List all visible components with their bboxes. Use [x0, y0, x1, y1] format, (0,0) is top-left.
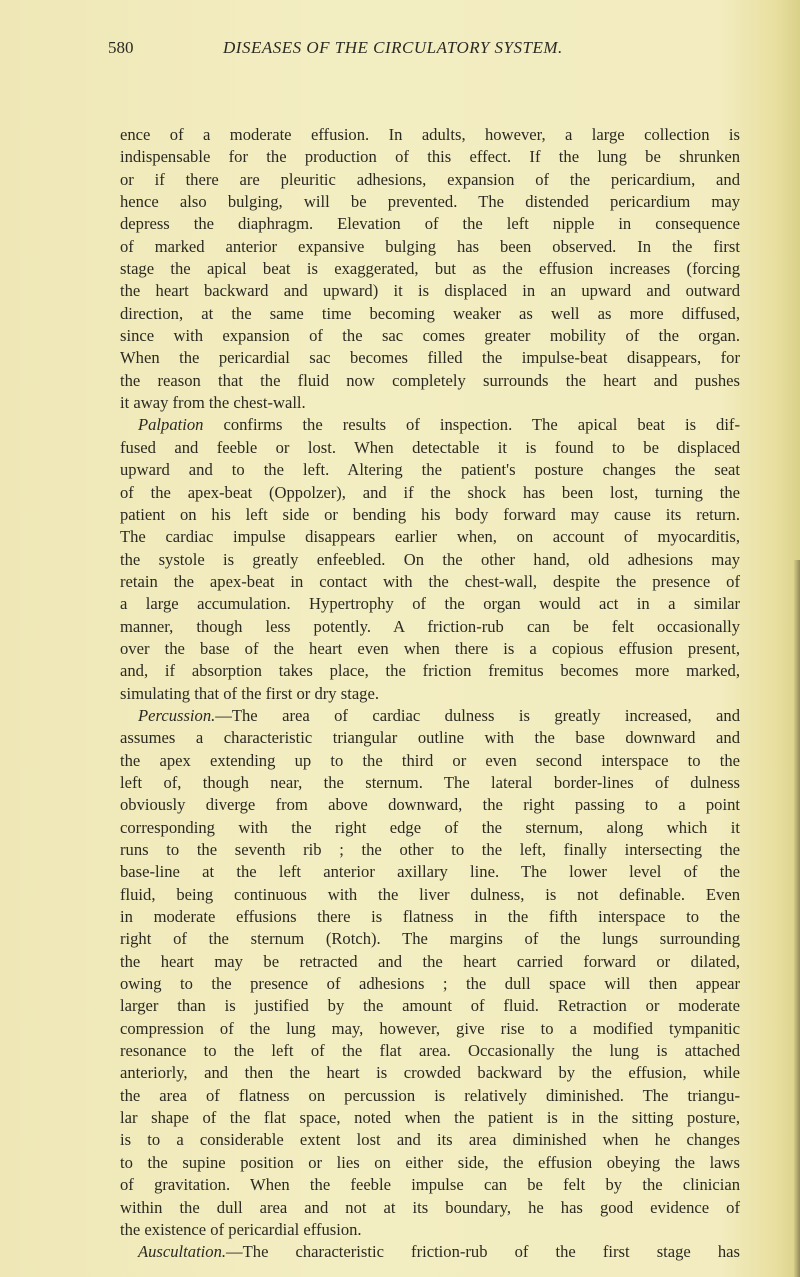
text-line [120, 861, 740, 883]
line-text: —The characteristic friction-rub of the first stage has [226, 1242, 740, 1262]
line-text: stage the apical beat is exaggerated, but as the effusion increases (forcing [120, 259, 740, 279]
text-line [120, 1174, 740, 1196]
text-line [120, 191, 740, 213]
line-text: The cardiac impulse disappears earlier when, on account of myocarditis, [120, 527, 740, 547]
text-line [120, 1085, 740, 1107]
line-text: confirms the results of inspection. The apical beat is dif- [203, 415, 740, 435]
text-line [120, 906, 740, 928]
line-text: the reason that the fluid now completely surrounds the heart and pushes [120, 370, 740, 390]
line-text: the area of flatness on percussion is relatively diminished. The triangu- [120, 1085, 740, 1105]
line-text: compression of the lung may, however, give rise to a modified tympanitic [120, 1018, 740, 1038]
text-line [120, 303, 740, 325]
line-text: anteriorly, and then the heart is crowded backward by the effusion, while [120, 1063, 740, 1083]
text-line [120, 794, 740, 816]
line-text: When the pericardial sac becomes filled the impulse-beat disappears, for [120, 348, 740, 368]
line-text: simulating that of the first or dry stage. [120, 683, 379, 703]
text-line [120, 750, 740, 772]
text-line [120, 459, 740, 481]
text-line [120, 1241, 740, 1263]
line-text: hence also bulging, will be prevented. The distended pericardium may [120, 192, 740, 212]
line-text: over the base of the heart even when there is a copious effusion present, [120, 638, 740, 658]
line-text: obviously diverge from above downward, the right passing to a point [120, 795, 740, 815]
text-line [120, 772, 740, 794]
text-line [120, 169, 740, 191]
text-line [120, 437, 740, 459]
line-text: left of, though near, the sternum. The lateral border-lines of dulness [120, 772, 740, 792]
text-line [120, 951, 740, 973]
text-line [120, 1018, 740, 1040]
text-line [120, 839, 740, 861]
line-text: assumes a characteristic triangular outline with the base downward and [120, 728, 740, 748]
line-text: upward and to the left. Altering the patient's posture changes the seat [120, 460, 740, 480]
text-line [120, 973, 740, 995]
line-text: right of the sternum (Rotch). The margins of the lungs surrounding [120, 929, 740, 949]
text-line [120, 1062, 740, 1084]
text-line [120, 1197, 740, 1219]
line-text: it away from the chest-wall. [120, 393, 306, 413]
text-line [120, 213, 740, 235]
line-text: manner, though less potently. A friction-rub can be felt occasionally [120, 616, 740, 636]
text-line [120, 1219, 740, 1241]
running-title: DISEASES OF THE CIRCULATORY SYSTEM. [223, 38, 563, 57]
section-heading: Auscultation. [138, 1242, 227, 1262]
line-text: of marked anterior expansive bulging has been observed. In the first [120, 236, 740, 256]
line-text: the systole is greatly enfeebled. On the other hand, old adhesions may [120, 549, 740, 569]
line-text: retain the apex-beat in contact with the chest-wall, despite the presence of [120, 571, 740, 591]
text-line [120, 1107, 740, 1129]
text-line [120, 392, 740, 414]
line-text: ence of a moderate effusion. In adults, however, a large collection is [120, 125, 740, 144]
text-line [120, 571, 740, 593]
text-line [120, 817, 740, 839]
text-line [120, 616, 740, 638]
line-text: the apex extending up to the third or even second interspace to the [120, 750, 740, 770]
line-text: direction, at the same time becoming weaker as well as more diffused, [120, 303, 740, 323]
line-text: fluid, being continuous with the liver dulness, is not definable. Even [120, 884, 740, 904]
text-line [120, 549, 740, 571]
text-line [120, 1152, 740, 1174]
text-line [120, 727, 740, 749]
line-text: of gravitation. When the feeble impulse can be felt by the clinician [120, 1175, 740, 1195]
text-line [120, 370, 740, 392]
line-text: the heart may be retracted and the heart carried forward or dilated, [120, 951, 740, 971]
text-line [120, 995, 740, 1017]
text-line [120, 928, 740, 950]
text-line [120, 280, 740, 302]
text-line [120, 638, 740, 660]
line-text: indispensable for the production of this effect. If the lung be shrunken [120, 147, 740, 167]
text-line [120, 1129, 740, 1151]
line-text: —The area of cardiac dulness is greatly increased, and [215, 705, 740, 725]
line-text: base-line at the left anterior axillary line. The lower level of the [120, 862, 740, 882]
line-text: and, if absorption takes place, the friction fremitus becomes more marked, [120, 661, 740, 681]
line-text: or if there are pleuritic adhesions, expansion of the pericardium, and [120, 169, 740, 189]
line-text: lar shape of the flat space, noted when the patient is in the sitting posture, [120, 1108, 740, 1128]
line-text: the heart backward and upward) it is displaced in an upward and outward [120, 281, 740, 301]
line-text: in moderate effusions there is flatness in the fifth interspace to the [120, 907, 740, 927]
text-line [120, 236, 740, 258]
section-heading: Palpation [138, 415, 204, 435]
text-line [120, 526, 740, 548]
line-text: since with expansion of the sac comes greater mobility of the organ. [120, 326, 740, 346]
text-line [120, 482, 740, 504]
text-line [120, 705, 740, 727]
section-heading: Percussion. [138, 705, 216, 725]
line-text: to the supine position or lies on either side, the effusion obeying the laws [120, 1152, 740, 1172]
line-text: owing to the presence of adhesions ; the dull space will then appear [120, 974, 740, 994]
body-text [120, 124, 740, 1264]
page-edge [794, 560, 800, 1277]
text-line [120, 593, 740, 615]
line-text: resonance to the left of the flat area. Occasionally the lung is attached [120, 1041, 740, 1061]
text-line [120, 1040, 740, 1062]
line-text: is to a considerable extent lost and its area diminished when he changes [120, 1130, 740, 1150]
line-text: of the apex-beat (Oppolzer), and if the shock has been lost, turning the [120, 482, 740, 502]
text-line [120, 683, 740, 705]
line-text: within the dull area and not at its boundary, he has good evidence of [120, 1197, 740, 1217]
line-text: fused and feeble or lost. When detectable it is found to be displaced [120, 437, 740, 457]
line-text: patient on his left side or bending his body forward may cause its return. [120, 504, 740, 524]
line-text: runs to the seventh rib ; the other to the left, finally intersecting the [120, 840, 740, 859]
text-line [120, 414, 740, 436]
line-text: the existence of pericardial effusion. [120, 1219, 362, 1239]
line-text: corresponding with the right edge of the sternum, along which it [120, 817, 740, 837]
text-line [120, 504, 740, 526]
text-line [120, 258, 740, 280]
line-text: a large accumulation. Hypertrophy of the organ would act in a similar [120, 594, 740, 614]
text-line [120, 325, 740, 347]
text-line [120, 124, 740, 146]
line-text: depress the diaphragm. Elevation of the left nipple in consequence [120, 214, 740, 234]
page-number: 580 [108, 38, 134, 57]
text-line [120, 660, 740, 682]
text-line [120, 146, 740, 168]
line-text: larger than is justified by the amount of fluid. Retraction or moderate [120, 996, 740, 1016]
text-line [120, 347, 740, 369]
text-line [120, 884, 740, 906]
